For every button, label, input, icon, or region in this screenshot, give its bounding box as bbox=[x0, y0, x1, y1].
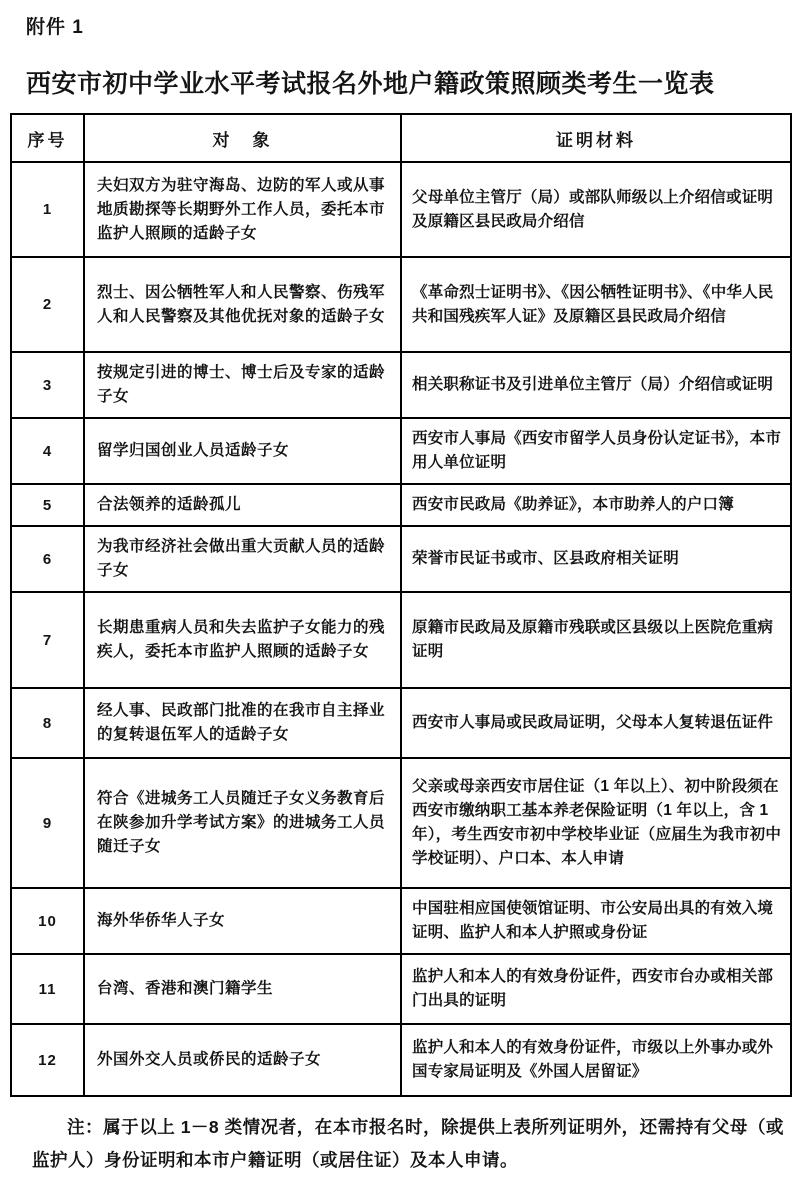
column-header-target: 对 象 bbox=[84, 114, 401, 162]
materials-cell: 中国驻相应国使领馆证明、市公安局出具的有效入境证明、监护人和本人护照或身份证 bbox=[401, 888, 791, 954]
materials-cell: 原籍市民政局及原籍市残联或区县级以上医院危重病证明 bbox=[401, 592, 791, 688]
attachment-label: 附件 1 bbox=[26, 17, 84, 38]
target-cell: 留学归国创业人员适龄子女 bbox=[84, 418, 401, 484]
serial-cell: 5 bbox=[11, 484, 84, 526]
candidates-table bbox=[10, 113, 792, 1097]
serial-cell: 6 bbox=[11, 526, 84, 592]
serial-cell: 9 bbox=[11, 758, 84, 888]
target-cell: 烈士、因公牺牲军人和人民警察、伤残军人和人民警察及其他优抚对象的适龄子女 bbox=[84, 257, 401, 352]
table-row bbox=[11, 592, 791, 688]
serial-cell: 3 bbox=[11, 352, 84, 418]
target-cell: 台湾、香港和澳门籍学生 bbox=[84, 954, 401, 1024]
serial-cell: 8 bbox=[11, 688, 84, 758]
target-cell: 海外华侨华人子女 bbox=[84, 888, 401, 954]
materials-cell: 西安市民政局《助养证》，本市助养人的户口簿 bbox=[401, 484, 791, 526]
table-row bbox=[11, 484, 791, 526]
materials-cell: 《革命烈士证明书》、《因公牺牲证明书》、《中华人民共和国残疾军人证》及原籍区县民政局介绍信 bbox=[401, 257, 791, 352]
serial-cell: 10 bbox=[11, 888, 84, 954]
materials-cell: 父亲或母亲西安市居住证（1 年以上）、初中阶段须在西安市缴纳职工基本养老保险证明（1 年以上，含 1 年），考生西安市初中学校毕业证（应届生为我市初中学校证明）、户口本、本人申请 bbox=[401, 758, 791, 888]
serial-cell: 1 bbox=[11, 162, 84, 257]
table-row bbox=[11, 352, 791, 418]
target-cell: 外国外交人员或侨民的适龄子女 bbox=[84, 1024, 401, 1096]
table-row bbox=[11, 758, 791, 888]
table-header-row bbox=[11, 114, 791, 162]
serial-cell: 4 bbox=[11, 418, 84, 484]
target-cell: 长期患重病人员和失去监护子女能力的残疾人，委托本市监护人照顾的适龄子女 bbox=[84, 592, 401, 688]
target-cell: 合法领养的适龄孤儿 bbox=[84, 484, 401, 526]
target-cell: 夫妇双方为驻守海岛、边防的军人或从事地质勘探等长期野外工作人员，委托本市监护人照顾的适龄子女 bbox=[84, 162, 401, 257]
target-cell: 为我市经济社会做出重大贡献人员的适龄子女 bbox=[84, 526, 401, 592]
serial-cell: 11 bbox=[11, 954, 84, 1024]
target-cell: 经人事、民政部门批准的在我市自主择业的复转退伍军人的适龄子女 bbox=[84, 688, 401, 758]
table-row bbox=[11, 954, 791, 1024]
materials-cell: 相关职称证书及引进单位主管厅（局）介绍信或证明 bbox=[401, 352, 791, 418]
materials-cell: 监护人和本人的有效身份证件，西安市台办或相关部门出具的证明 bbox=[401, 954, 791, 1024]
table-row bbox=[11, 257, 791, 352]
target-cell: 按规定引进的博士、博士后及专家的适龄子女 bbox=[84, 352, 401, 418]
footnote: 注：属于以上 1－8 类情况者，在本市报名时，除提供上表所列证明外，还需持有父母（或监护人）身份证明和本市户籍证明（或居住证）及本人申请。 bbox=[32, 1117, 784, 1170]
materials-cell: 监护人和本人的有效身份证件，市级以上外事办或外国专家局证明及《外国人居留证》 bbox=[401, 1024, 791, 1096]
table-row bbox=[11, 888, 791, 954]
column-header-materials: 证明材料 bbox=[401, 114, 791, 162]
serial-cell: 7 bbox=[11, 592, 84, 688]
materials-cell: 父母单位主管厅（局）或部队师级以上介绍信或证明及原籍区县民政局介绍信 bbox=[401, 162, 791, 257]
serial-cell: 12 bbox=[11, 1024, 84, 1096]
materials-cell: 荣誉市民证书或市、区县政府相关证明 bbox=[401, 526, 791, 592]
table-row bbox=[11, 1024, 791, 1096]
page-title: 西安市初中学业水平考试报名外地户籍政策照顾类考生一览表 bbox=[26, 70, 715, 98]
serial-cell: 2 bbox=[11, 257, 84, 352]
table-row bbox=[11, 162, 791, 257]
table-row bbox=[11, 688, 791, 758]
target-cell: 符合《进城务工人员随迁子女义务教育后在陕参加升学考试方案》的进城务工人员随迁子女 bbox=[84, 758, 401, 888]
column-header-serial: 序号 bbox=[11, 114, 84, 162]
table-row bbox=[11, 526, 791, 592]
materials-cell: 西安市人事局或民政局证明，父母本人复转退伍证件 bbox=[401, 688, 791, 758]
materials-cell: 西安市人事局《西安市留学人员身份认定证书》，本市用人单位证明 bbox=[401, 418, 791, 484]
table-row bbox=[11, 418, 791, 484]
